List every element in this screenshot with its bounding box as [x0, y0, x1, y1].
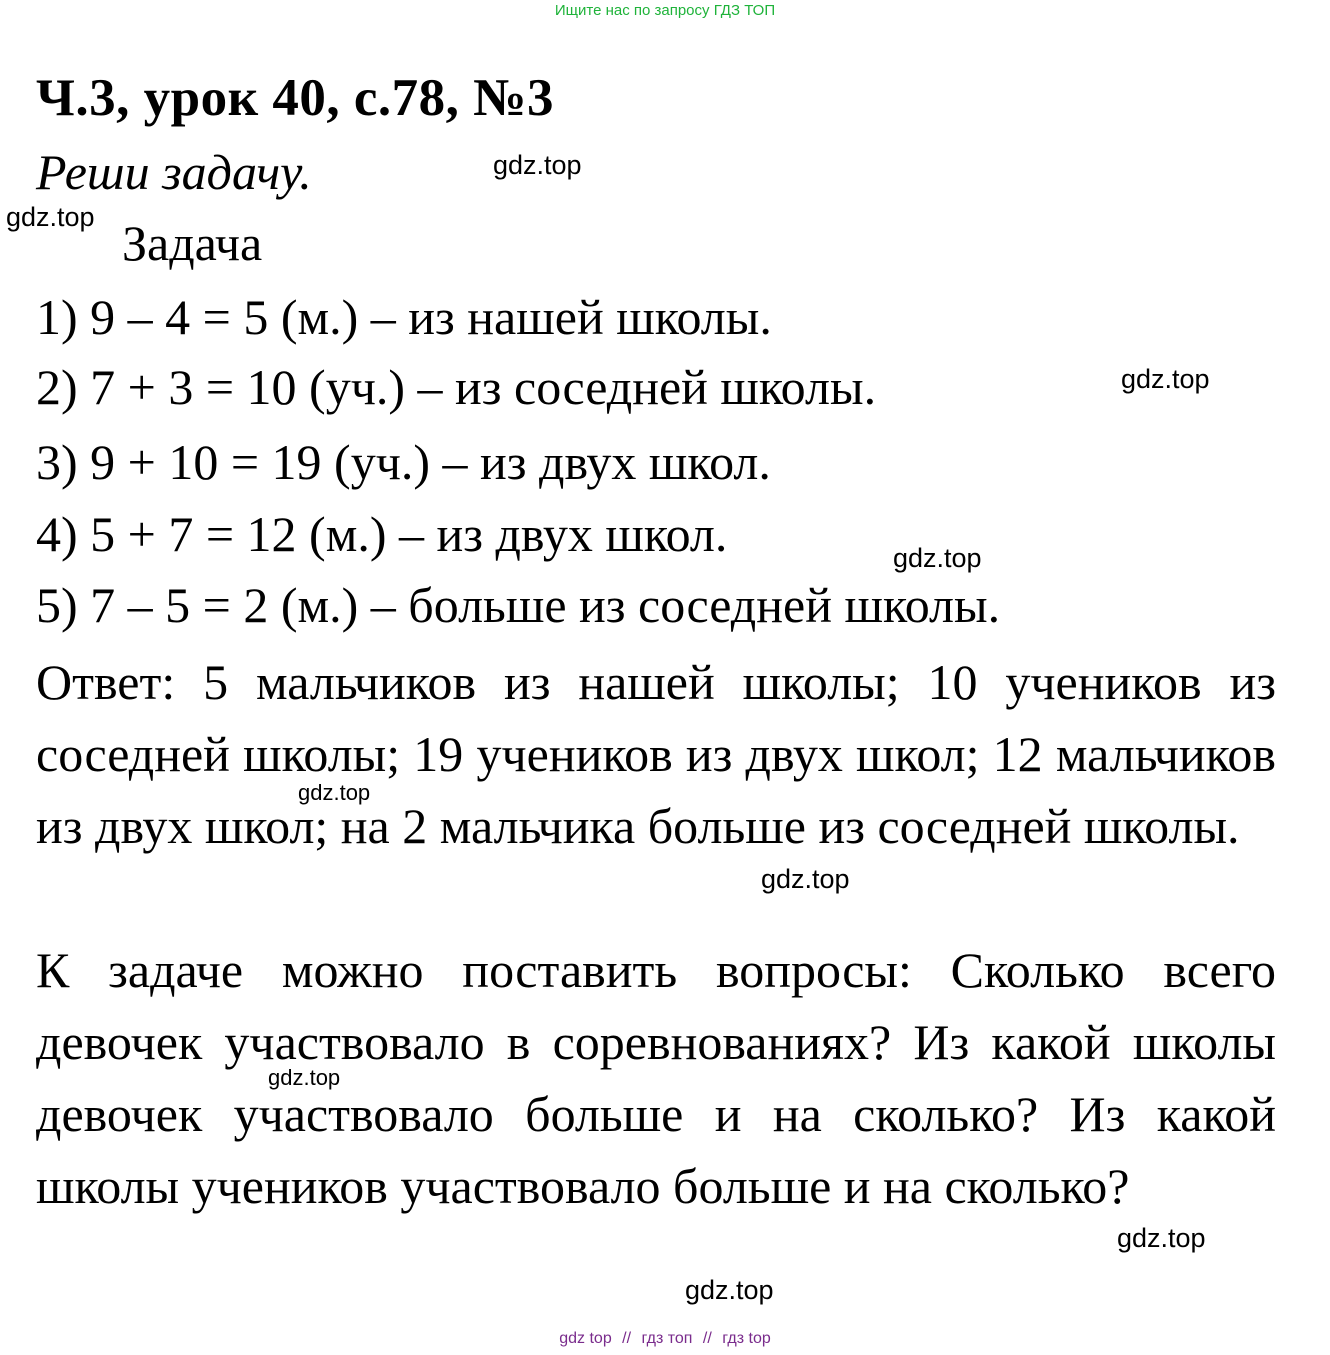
watermark: gdz.top [761, 864, 850, 894]
footer-separator: // [622, 1330, 632, 1347]
watermark: gdz.top [893, 543, 982, 573]
top-banner[interactable]: Ищите нас по запросу ГДЗ ТОП [554, 2, 776, 19]
page-title: Ч.3, урок 40, с.78, №3 [36, 69, 554, 127]
solution-step: 1) 9 – 4 = 5 (м.) – из нашей школы. [36, 289, 772, 345]
task-label: Задача [122, 215, 263, 271]
footer-link-gdz-top-mixed[interactable]: гдз top [722, 1330, 771, 1347]
watermark: gdz.top [493, 150, 582, 180]
solution-step: 3) 9 + 10 = 19 (уч.) – из двух школ. [36, 434, 771, 490]
watermark: gdz.top [1117, 1223, 1206, 1253]
solution-step: 2) 7 + 3 = 10 (уч.) – из соседней школы. [36, 359, 877, 415]
watermark: gdz.top [6, 202, 95, 232]
watermark: gdz.top [268, 1065, 341, 1090]
footer-link-gdz-top-ru[interactable]: гдз топ [641, 1330, 693, 1347]
watermark: gdz.top [685, 1275, 774, 1305]
footer-link-gdz-top[interactable]: gdz top [559, 1330, 612, 1347]
footer-links [0, 1330, 1330, 1348]
solution-step: 4) 5 + 7 = 12 (м.) – из двух школ. [36, 506, 728, 562]
solution-step: 5) 7 – 5 = 2 (м.) – больше из соседней школы. [36, 577, 1001, 633]
instruction: Реши задачу. [36, 144, 312, 200]
questions-paragraph: К задаче можно поставить вопросы: Сколько всего девочек участвовало в соревнованиях? Из какой школы девочек участвовало больше и на сколько? Из какой школы учеников участвовало больше и на сколько? [36, 942, 1276, 1214]
footer-separator: // [702, 1330, 712, 1347]
watermark: gdz.top [1121, 364, 1210, 394]
answer-paragraph: Ответ: 5 мальчиков из нашей школы; 10 учеников из соседней школы; 19 учеников из двух школ; 12 мальчиков из двух школ; на 2 мальчика больше из соседней школы. [36, 654, 1276, 854]
watermark: gdz.top [298, 780, 371, 805]
